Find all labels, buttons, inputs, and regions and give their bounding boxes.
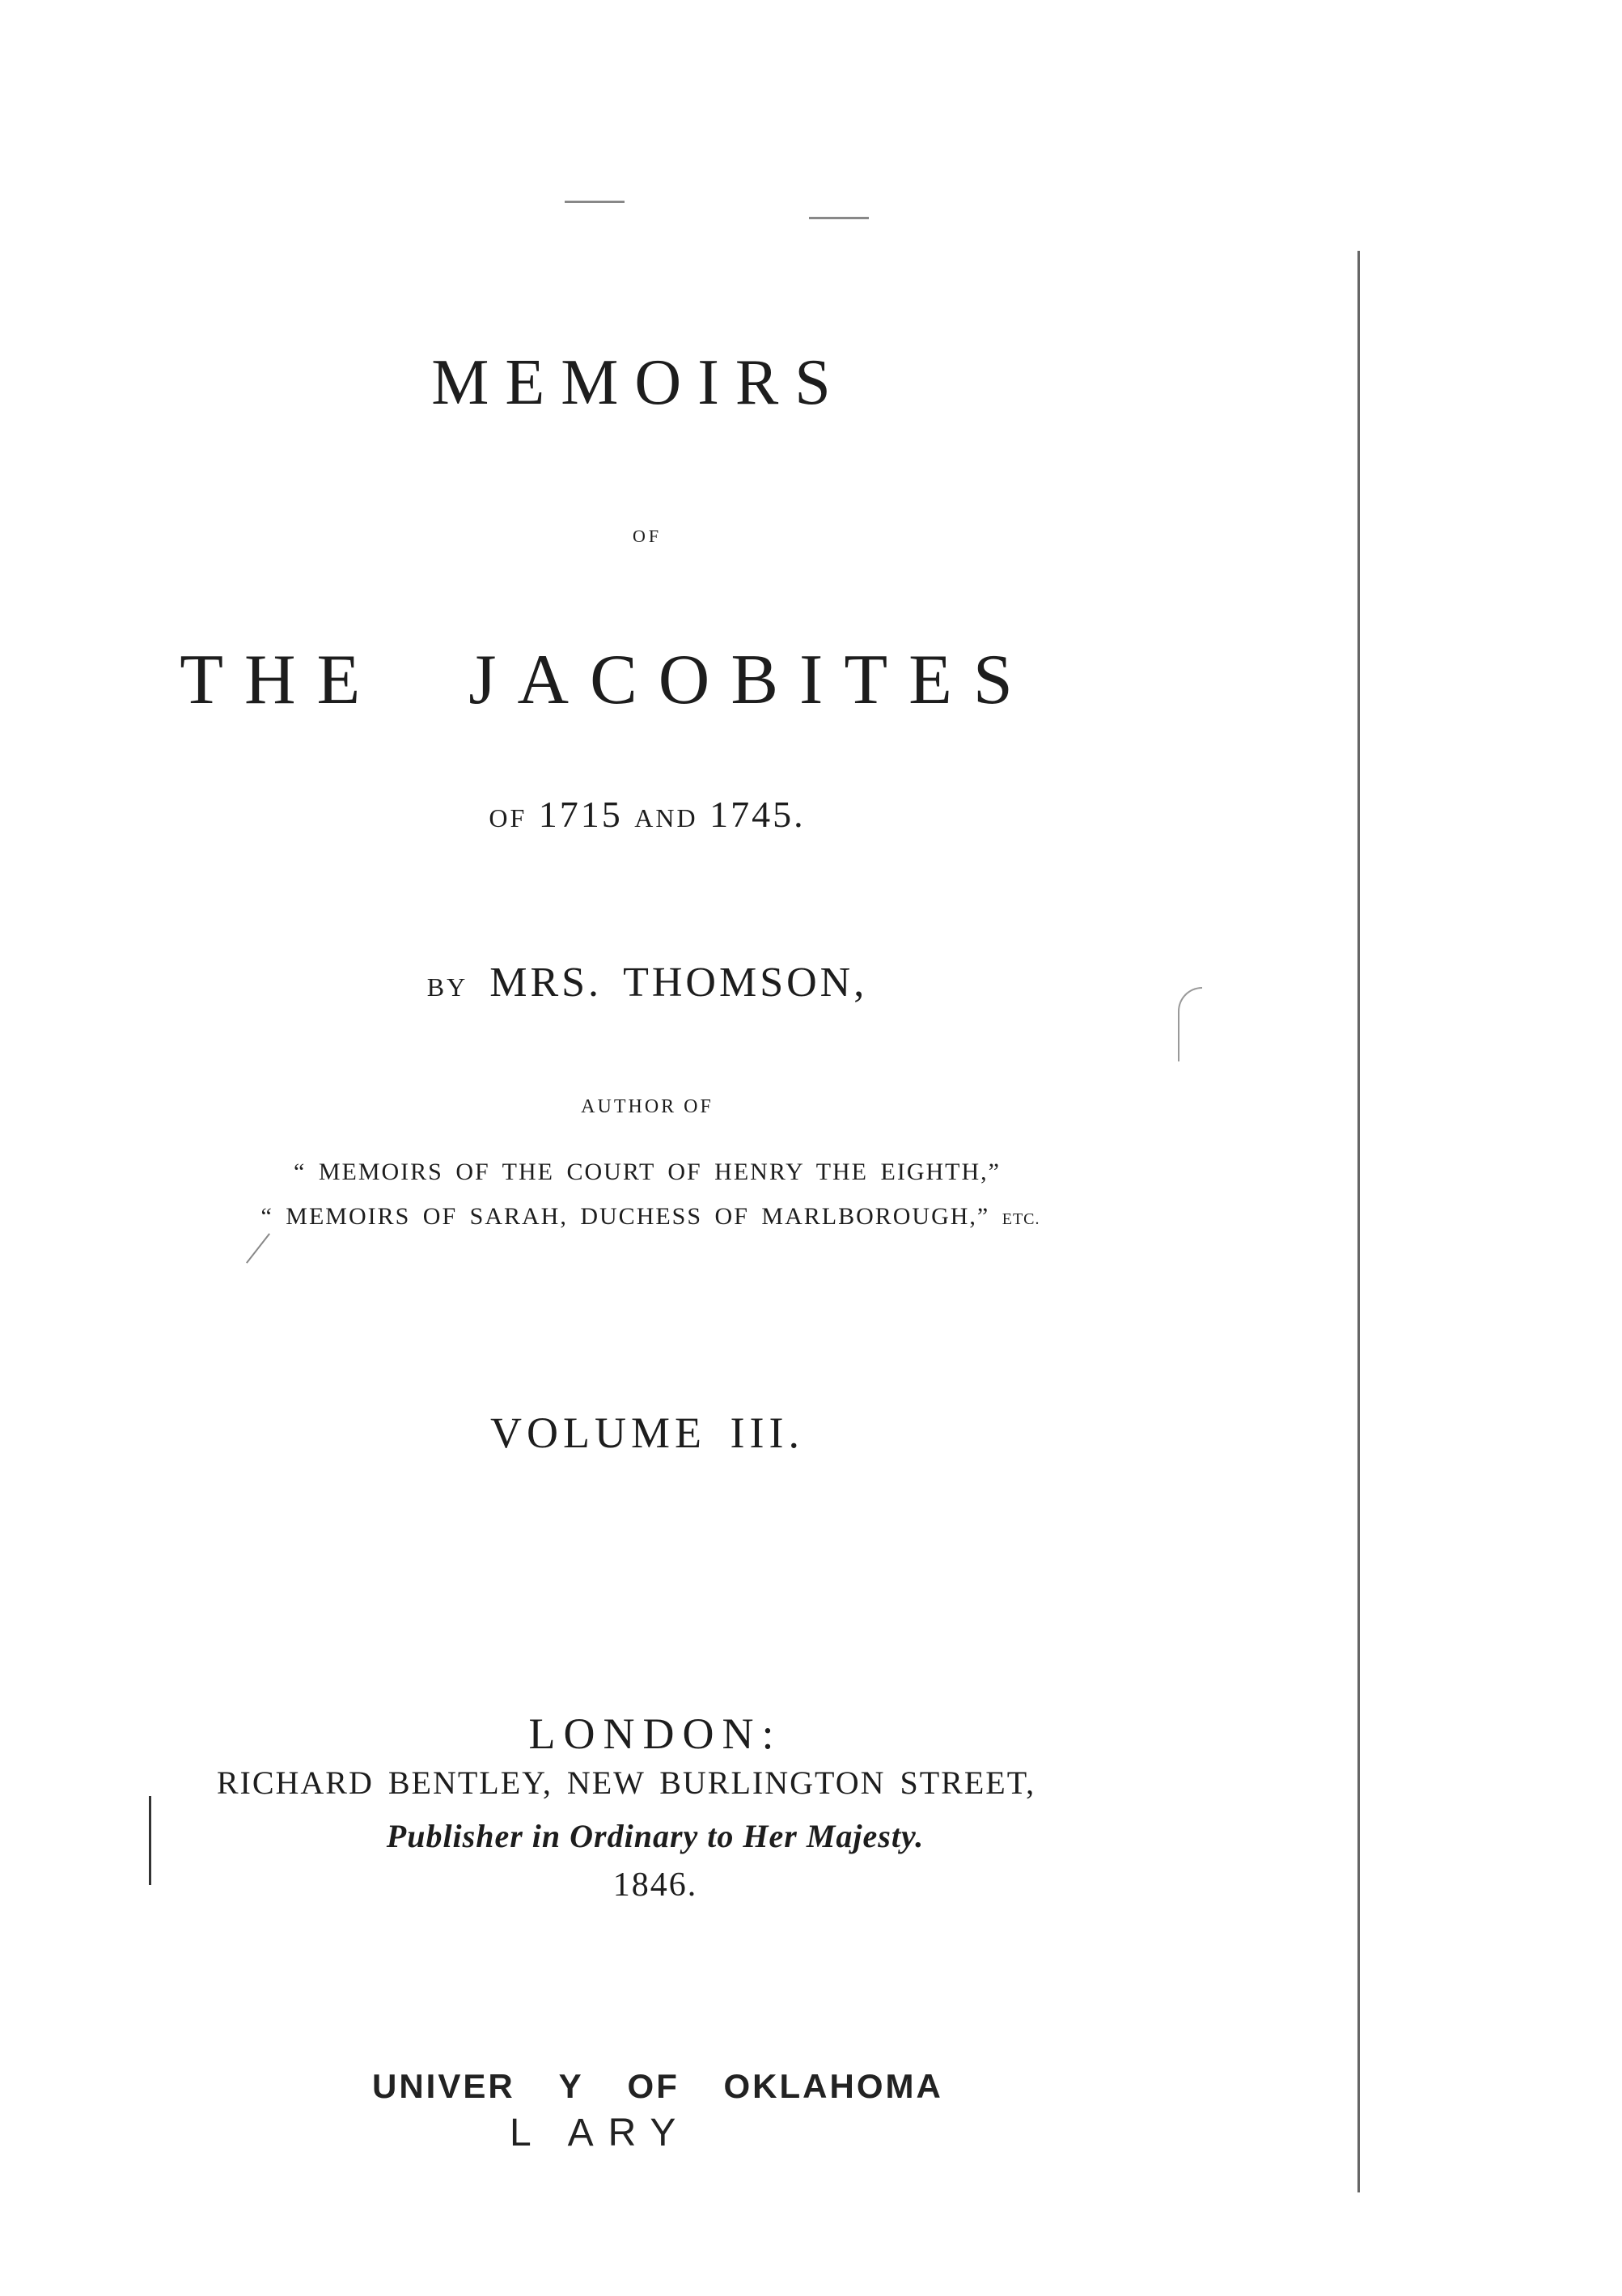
book-subject: THE JACOBITES — [180, 641, 1034, 719]
publication-year: 1846. — [612, 1866, 698, 1904]
publisher-office: Publisher in Ordinary to Her Majesty. — [386, 1818, 925, 1854]
author-by: BY — [426, 972, 468, 1002]
publication-place: LONDON: — [528, 1709, 782, 1758]
title-connector: OF — [632, 526, 663, 546]
margin-mark-arc — [1178, 987, 1202, 1061]
library-stamp-line-2: L ARY — [510, 2112, 691, 2154]
margin-mark-left — [149, 1796, 151, 1885]
margin-mark-slash — [246, 1233, 270, 1263]
author-name: MRS. THOMSON, — [489, 959, 868, 1006]
date-start: 1715 — [538, 794, 623, 835]
library-stamp-line-1: UNIVER Y OF OKLAHOMA — [372, 2067, 943, 2105]
date-end: 1745. — [709, 794, 806, 835]
author-of-label: AUTHOR OF — [581, 1096, 714, 1117]
other-work-2: “ MEMOIRS OF SARAH, DUCHESS OF MARLBOROUGH,” — [260, 1203, 990, 1230]
top-ornament-left — [565, 201, 625, 203]
volume-number: VOLUME III. — [490, 1409, 804, 1457]
library-stamp — [372, 2067, 987, 2155]
dates-and: AND — [634, 803, 698, 832]
date-range — [40, 793, 1254, 836]
book-title: MEMOIRS — [431, 347, 847, 418]
other-work-2-line — [44, 1203, 1257, 1231]
page-edge-rule — [1357, 251, 1360, 2192]
other-work-1: “ MEMOIRS OF THE COURT OF HENRY THE EIGHTH,” — [294, 1159, 1001, 1185]
publisher-name: RICHARD BENTLEY, NEW BURLINGTON STREET, — [216, 1764, 1036, 1801]
dates-of: OF — [489, 803, 527, 832]
author-line — [40, 959, 1254, 1006]
other-work-2-etc: ETC. — [1002, 1210, 1040, 1228]
top-ornament-right — [809, 217, 869, 219]
